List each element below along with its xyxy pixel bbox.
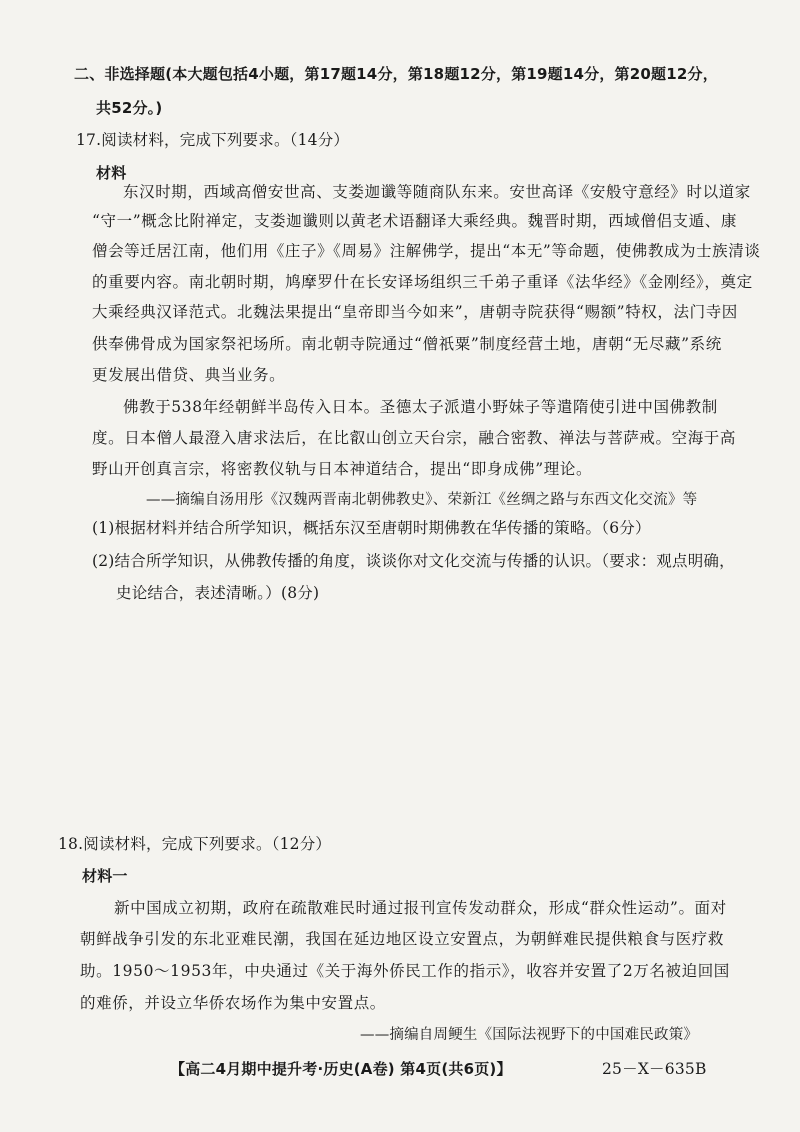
question-18-source: ——摘编自周鲠生《国际法视野下的中国难民政策》 bbox=[360, 1027, 699, 1043]
section-heading-line1: 二、非选择题(本大题包括4小题，第17题14分，第18题12分，第19题14分，第20题12分， bbox=[74, 65, 718, 83]
q17-material-line: 大乘经典汉译范式。北魏法果提出“皇帝即当今如来”，唐朝寺院获得“赐额”特权，法门寺因 bbox=[92, 303, 738, 321]
question-18-title: 18.阅读材料，完成下列要求。（12分） bbox=[58, 835, 332, 853]
question-17-title: 17.阅读材料，完成下列要求。（14分） bbox=[76, 131, 350, 149]
section-heading-line2: 共52分。) bbox=[96, 99, 163, 117]
q18-material-line: 新中国成立初期，政府在疏散难民时通过报刊宣传发动群众，形成“群众性运动”。面对 bbox=[114, 899, 727, 917]
q17-material-line: 僧会等迁居江南，他们用《庄子》《周易》注解佛学，提出“本无”等命题，使佛教成为士族清谈 bbox=[92, 242, 761, 260]
question-17-source: ——摘编自汤用彤《汉魏两晋南北朝佛教史》、荣新江《丝绸之路与东西文化交流》等 bbox=[146, 492, 698, 508]
q17-material-line: 野山开创真言宗，将密教仪轨与日本神道结合，提出“即身成佛”理论。 bbox=[92, 460, 593, 478]
q17-material-line: 东汉时期，西域高僧安世高、支娄迦谶等随商队东来。安世高译《安般守意经》时以道家 bbox=[123, 183, 751, 201]
q18-material-line: 的难侨，并设立华侨农场作为集中安置点。 bbox=[80, 994, 386, 1012]
q17-material-line: 佛教于538年经朝鲜半岛传入日本。圣德太子派遣小野妹子等遣隋使引进中国佛教制 bbox=[123, 398, 718, 416]
footer-exam-code: 25－X－635B bbox=[602, 1060, 707, 1078]
q18-material-line: 朝鲜战争引发的东北亚难民潮，我国在延边地区设立安置点，为朝鲜难民提供粮食与医疗救 bbox=[80, 930, 725, 948]
q17-material-line: 供奉佛骨成为国家祭祀场所。南北朝寺院通过“僧祇粟”制度经营土地，唐朝“无尽藏”系统 bbox=[92, 335, 722, 353]
question-17-sub2-line1: (2)结合所学知识，从佛教传播的角度，谈谈你对文化交流与传播的认识。（要求：观点明确， bbox=[92, 552, 735, 570]
q17-material-line: 度。日本僧人最澄入唐求法后，在比叡山创立天台宗，融合密教、禅法与菩萨戒。空海于高 bbox=[92, 429, 737, 447]
question-17-material-label: 材料 bbox=[96, 164, 127, 182]
q17-material-line: 更发展出借贷、典当业务。 bbox=[92, 366, 286, 384]
question-17-sub1: (1)根据材料并结合所学知识，概括东汉至唐朝时期佛教在华传播的策略。（6分） bbox=[92, 519, 651, 537]
q17-material-line: “守一”概念比附禅定，支娄迦谶则以黄老术语翻译大乘经典。魏晋时期，西域僧侣支遁、康 bbox=[92, 212, 737, 230]
q18-material-line: 助。1950～1953年，中央通过《关于海外侨民工作的指示》，收容并安置了2万名被迫回国 bbox=[80, 962, 730, 980]
question-18-material-label: 材料一 bbox=[82, 867, 128, 885]
footer-exam-label: 【高二4月期中提升考·历史(A卷) 第4页(共6页)】 bbox=[170, 1060, 512, 1078]
q17-material-line: 的重要内容。南北朝时期，鸠摩罗什在长安译场组织三千弟子重译《法华经》《金刚经》，奠定 bbox=[92, 273, 753, 291]
question-17-sub2-line2: 史论结合，表述清晰。）(8分) bbox=[116, 584, 320, 602]
